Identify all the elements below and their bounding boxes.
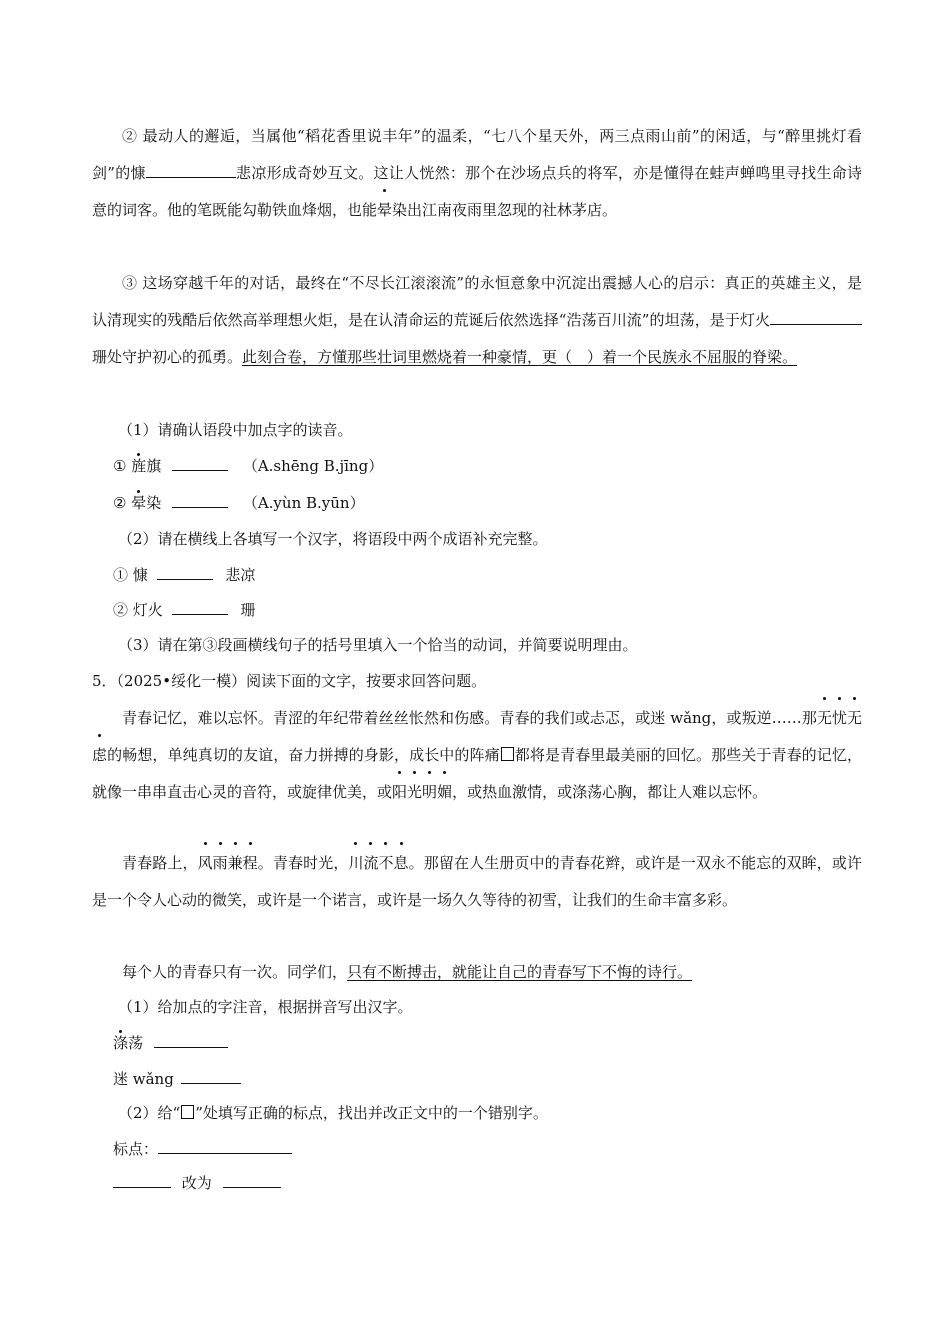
- dotted-char: 晕: [377, 192, 392, 229]
- answer-blank[interactable]: [172, 493, 228, 508]
- answer-blank[interactable]: [158, 1139, 292, 1154]
- punctuation-box[interactable]: [501, 747, 514, 761]
- passage-paragraph-3: ③ 这场穿越千年的对话，最终在“不尽长江滚滚流”的永恒意象中沉淀出震撼人心的启示：真正的英雄主义，是认清现实的残酷后依然高举理想火炬，是在认清命运的荒诞后依然选择“浩荡百川流”的坦荡，是于灯火珊处守护初心的孤勇。此刻合卷，方懂那些壮词里燃烧着一种豪情，更（ ）着一个民族永不屈服的脊梁。: [92, 274, 862, 366]
- q5-sub1: （1）给加点的字注音，根据拼音写出汉字。: [118, 998, 413, 1016]
- answer-blank[interactable]: [154, 1033, 228, 1048]
- underlined-sentence: 只有不断搏击，就能让自己的青春写下不悔的诗行。: [347, 963, 693, 981]
- q5-punct-row: 标点：: [113, 1139, 292, 1159]
- answer-blank[interactable]: [157, 565, 213, 580]
- idiom-blank-2[interactable]: [770, 310, 862, 325]
- q4-sub1: （1）请确认语段中加点字的读音。: [118, 421, 353, 439]
- passage-paragraph-2: ② 最动人的邂逅，当属他“稻花香里说丰年”的温柔，“七八个星天外，两三点雨山前”的闲适，与“醉里挑灯看剑”的慷 悲凉形成奇妙互文。这让人恍然：那个在沙场点兵的将军，亦是懂得在蛙声蝉鸣里寻找生命诗意的词客。他的笔既能勾勒铁血烽烟，也能晕染出江南夜雨里忽现的社林茅店。: [92, 118, 862, 229]
- dotted-phrase: 阳光明媚: [392, 783, 452, 801]
- q4-fill2: ② 灯火 珊: [113, 601, 256, 619]
- q5-paragraph-2: 青春路上，风雨兼程。青春时光，川流不息。那留在人生册页中的青春花辫，或许是一双永不能忘的双眸，或许是一个令人心动的微笑，或许是一个诺言，或许是一场久久等待的初雪，让我们的生命丰富多彩。: [92, 845, 862, 919]
- q4-item1: ① 旌旗 （A.shēng B.jīng）: [113, 457, 384, 475]
- dotted-phrase: 无忧无虑: [92, 709, 862, 764]
- answer-blank[interactable]: [172, 456, 228, 471]
- q5-paragraph-3: 每个人的青春只有一次。同学们，只有不断搏击，就能让自己的青春写下不悔的诗行。: [122, 963, 693, 981]
- answer-blank[interactable]: [113, 1173, 171, 1188]
- q5-sub2: （2）给“ ”处填写正确的标点，找出并改正文中的一个错别字。: [118, 1104, 548, 1122]
- q4-fill1: ① 慷 悲凉: [113, 566, 256, 584]
- dotted-phrase: 风雨兼程: [198, 854, 258, 872]
- underlined-sentence: 此刻合卷，方懂那些壮词里燃烧着一种豪情，更（ ）着一个民族永不屈服的脊梁。: [242, 348, 798, 366]
- q5-correct-row: 改为: [113, 1173, 281, 1193]
- answer-blank[interactable]: [223, 1173, 281, 1188]
- answer-blank[interactable]: [181, 1069, 241, 1084]
- q5-word1: 涤荡: [113, 1033, 228, 1053]
- q5-word2: 迷 wǎng: [113, 1069, 241, 1089]
- q5-paragraph-1: 青春记忆，难以忘怀。青涩的年纪带着丝丝怅然和伤感。青春的我们或忐忑，或迷 wǎng，或叛逆……那无忧无虑的畅想，单纯真切的友谊，奋力拼搏的身影，成长中的阵痛 都将是青春里最美丽的回忆。那些关于青春的记忆，就像一串串直击心灵的音符，或旋律优美，或阳光明媚，或热血激情，或涤荡心胸，都让人难以忘怀。: [92, 700, 862, 811]
- idiom-blank-1[interactable]: [146, 163, 236, 178]
- punctuation-box-icon: [181, 1105, 194, 1119]
- q4-sub2: （2）请在横线上各填写一个汉字，将语段中两个成语补充完整。: [118, 530, 548, 548]
- dotted-phrase: 川流不息: [348, 854, 408, 872]
- q4-item2: ② 晕染 （A.yùn B.yūn）: [113, 494, 365, 512]
- q4-sub3: （3）请在第③段画横线句子的括号里填入一个恰当的动词，并简要说明理由。: [118, 636, 638, 654]
- answer-blank[interactable]: [172, 600, 228, 615]
- q5-header: 5．（2025•绥化一模）阅读下面的文字，按要求回答问题。: [92, 672, 487, 690]
